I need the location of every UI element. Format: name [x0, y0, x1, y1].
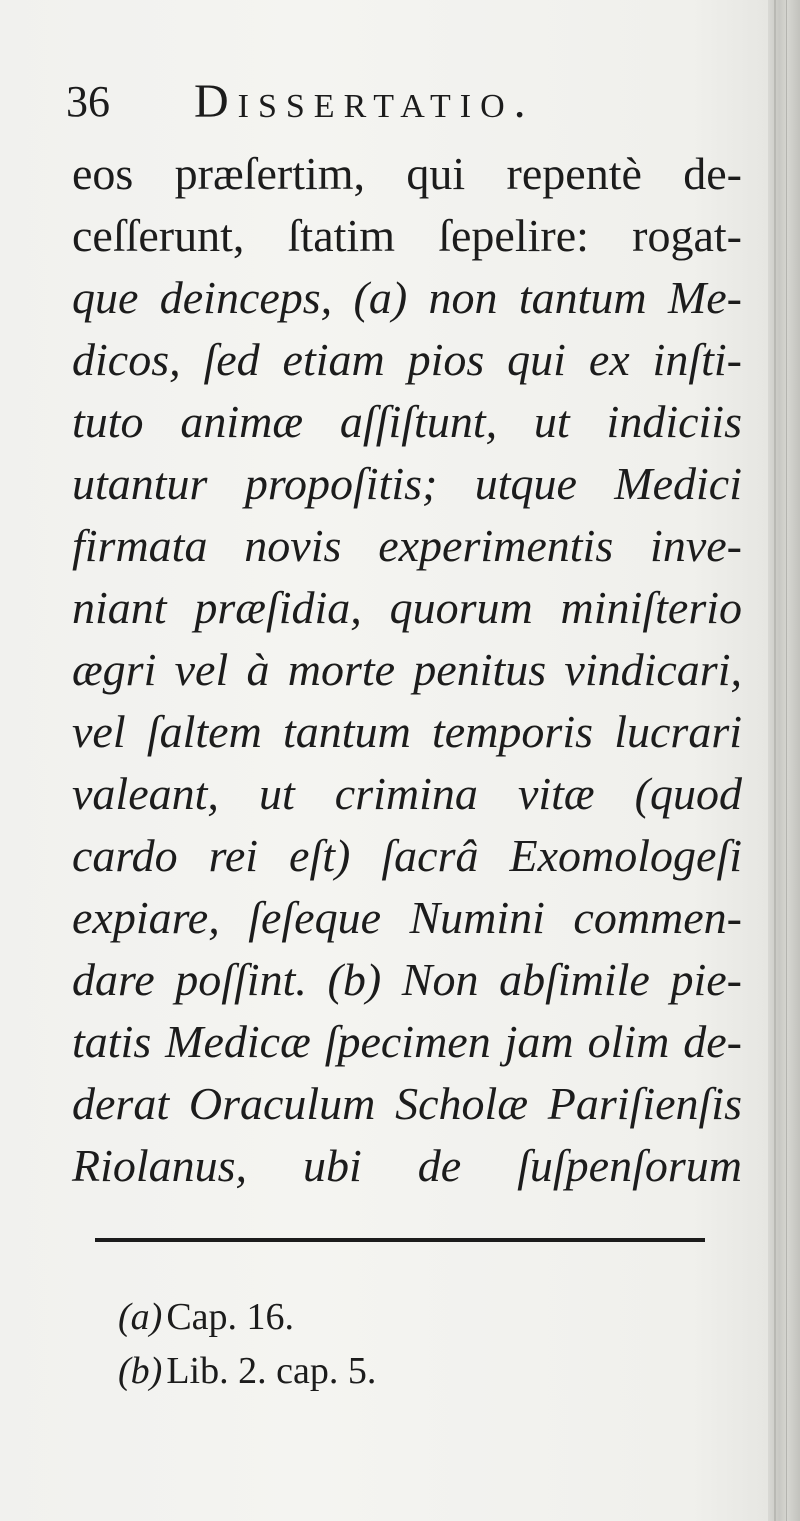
footnote-marker: (b) [118, 1350, 163, 1392]
footnotes [118, 1290, 698, 1398]
body-line: vel ſaltem tantum temporis lucrari [72, 706, 742, 757]
body-line: valeant, ut crimina vitæ (quod [72, 768, 742, 819]
footnote-marker: (a) [118, 1296, 163, 1338]
page-number: 36 [66, 77, 110, 126]
body-line: dicos, ſed etiam pios qui ex inſti- [72, 334, 742, 385]
body-line: derat Oraculum Scholæ Pariſienſis [72, 1078, 742, 1129]
body-line: tuto animæ aſſiſtunt, ut indiciis [72, 396, 742, 447]
footnote-b [118, 1344, 698, 1398]
page-header [66, 72, 746, 132]
body-line: dare poſſint. (b) Non abſimile pie- [72, 954, 742, 1005]
body-line: tatis Medicæ ſpecimen jam olim de- [72, 1016, 742, 1067]
body-line: Riolanus, ubi de ſuſpenſorum [72, 1140, 742, 1191]
body-line: firmata novis experimentis inve- [72, 520, 742, 571]
footnote-rule [95, 1238, 705, 1242]
body-line: ægri vel à morte penitus vindicari, [72, 644, 742, 695]
body-text [72, 143, 742, 1197]
footnote-text: Lib. 2. cap. 5. [166, 1350, 377, 1392]
body-line: cardo rei eſt) ſacrâ Exomologeſi [72, 830, 742, 881]
body-line: eos præſertim, qui repentè de- [72, 148, 742, 199]
body-line: utantur propoſitis; utque Medici [72, 458, 742, 509]
body-line: expiare, ſeſeque Numini commen- [72, 892, 742, 943]
footnote-text: Cap. 16. [166, 1296, 295, 1338]
footnote-a [118, 1290, 698, 1344]
running-title: Dissertatio. [194, 75, 535, 128]
body-line: niant præſidia, quorum miniſterio [72, 582, 742, 633]
body-line: que deinceps, (a) non tantum Me- [72, 272, 742, 323]
body-line: ceſſerunt, ſtatim ſepelire: rogat- [72, 210, 742, 261]
page-edge [768, 0, 800, 1521]
